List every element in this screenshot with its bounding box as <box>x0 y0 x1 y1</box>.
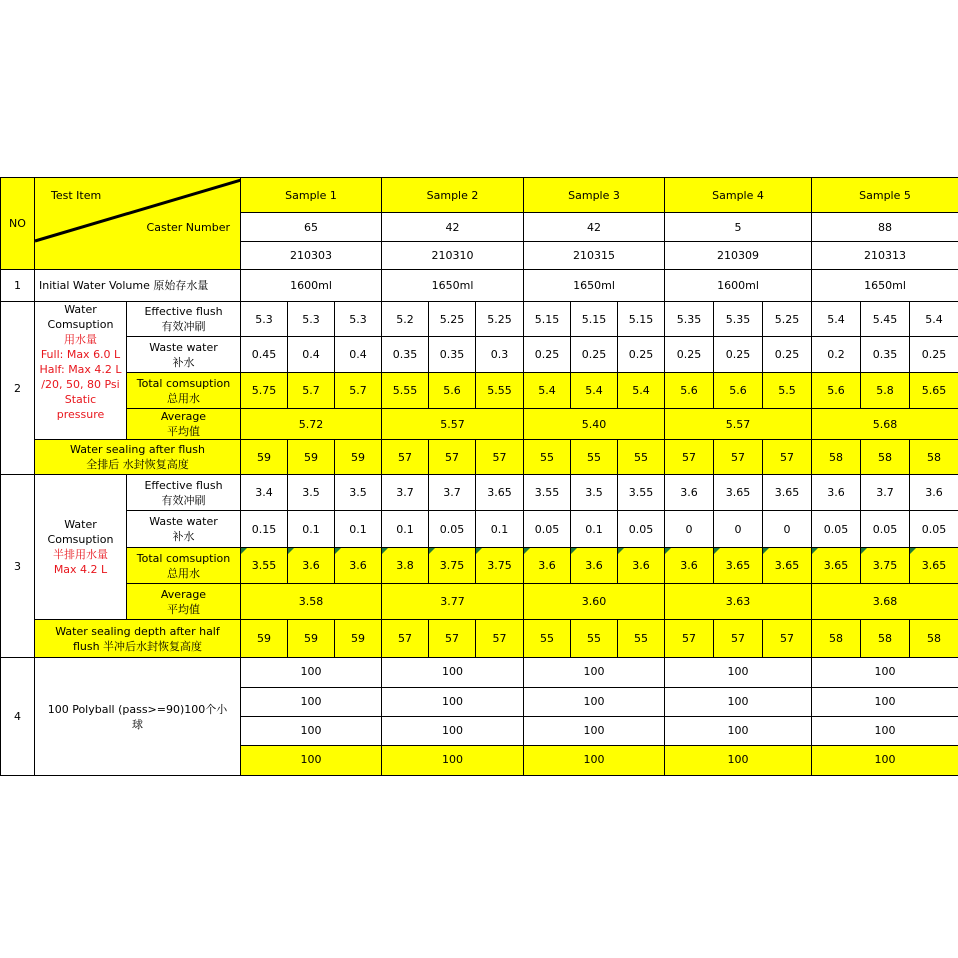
effective-value: 5.15 <box>524 302 571 337</box>
seal-label-en: Water sealing after flush <box>70 443 205 456</box>
waste-value: 0.05 <box>910 511 958 548</box>
waste-value: 0.05 <box>524 511 571 548</box>
polyball-value: 100 <box>524 746 665 776</box>
test-report-sheet <box>0 177 958 776</box>
full-flush-label <box>35 302 127 440</box>
seal-value: 57 <box>763 440 812 475</box>
total-value: 3.55 <box>241 548 288 584</box>
polyball-value: 100 <box>382 688 524 717</box>
average-value: 5.72 <box>241 409 382 440</box>
total-value: 3.6 <box>571 548 618 584</box>
polyball-value: 100 <box>812 746 958 776</box>
row-polyball <box>1 658 958 688</box>
polyball-value: 100 <box>382 717 524 746</box>
row-half-flush-seal <box>1 620 958 658</box>
effective-value: 3.65 <box>763 475 812 511</box>
waste-value: 0 <box>714 511 763 548</box>
waste-value: 0.15 <box>241 511 288 548</box>
effective-value: 5.25 <box>763 302 812 337</box>
waste-value: 0.25 <box>763 337 812 373</box>
effective-value: 5.25 <box>476 302 524 337</box>
seal-value: 55 <box>571 440 618 475</box>
effective-value: 5.3 <box>241 302 288 337</box>
polyball-value: 100 <box>812 658 958 688</box>
total-value: 3.6 <box>665 548 714 584</box>
effective-value: 3.6 <box>910 475 958 511</box>
seal-value: 57 <box>382 440 429 475</box>
total-value: 5.4 <box>571 373 618 409</box>
seal-value: 55 <box>618 620 665 658</box>
total-value: 5.6 <box>714 373 763 409</box>
initial-volume-value: 1600ml <box>665 270 812 302</box>
effective-value: 5.15 <box>618 302 665 337</box>
seal-value: 57 <box>714 440 763 475</box>
average-label-en: Average <box>160 587 207 601</box>
polyball-value: 100 <box>524 688 665 717</box>
effective-value: 5.15 <box>571 302 618 337</box>
total-value: 5.55 <box>476 373 524 409</box>
seal-value: 55 <box>618 440 665 475</box>
initial-volume-label: Initial Water Volume 原始存水量 <box>35 270 241 302</box>
effective-value: 3.55 <box>618 475 665 511</box>
effective-label <box>127 475 241 511</box>
seal-value: 58 <box>910 620 958 658</box>
row-full-flush-effective <box>1 302 958 337</box>
seal-value: 58 <box>812 620 861 658</box>
total-value: 3.65 <box>910 548 958 584</box>
average-label-en: Average <box>160 410 207 423</box>
effective-value: 3.6 <box>812 475 861 511</box>
label-cn: 用水量 <box>64 333 97 346</box>
seal-value: 58 <box>861 620 910 658</box>
seal-value: 58 <box>812 440 861 475</box>
waste-value: 0.05 <box>861 511 910 548</box>
waste-value: 0.1 <box>382 511 429 548</box>
row-initial-volume <box>1 270 958 302</box>
total-value: 5.7 <box>335 373 382 409</box>
effective-value: 3.65 <box>476 475 524 511</box>
row-half-flush-waste <box>1 511 958 548</box>
effective-label-cn: 有效冲刷 <box>161 320 206 333</box>
polyball-value: 100 <box>241 717 382 746</box>
seal-label-en: Water sealing depth after half <box>55 624 220 638</box>
total-value: 5.65 <box>910 373 958 409</box>
average-value: 3.77 <box>382 584 524 620</box>
waste-value: 0.4 <box>288 337 335 373</box>
caster-number-value: 42 <box>524 213 665 242</box>
average-value: 5.40 <box>524 409 665 440</box>
waste-value: 0.1 <box>571 511 618 548</box>
total-value: 3.75 <box>476 548 524 584</box>
waste-value: 0.05 <box>812 511 861 548</box>
seal-value: 57 <box>476 620 524 658</box>
total-value: 5.7 <box>288 373 335 409</box>
label-line: Water <box>64 303 97 316</box>
total-value: 3.75 <box>861 548 910 584</box>
effective-value: 5.3 <box>288 302 335 337</box>
polyball-value: 100 <box>241 746 382 776</box>
total-value: 5.6 <box>665 373 714 409</box>
seal-label-cn: flush 半冲后水封恢复高度 <box>72 639 203 653</box>
effective-label-en: Effective flush <box>144 305 223 318</box>
row-half-flush-average <box>1 584 958 620</box>
test-item-label: Test Item <box>51 189 102 202</box>
polyball-value: 100 <box>241 658 382 688</box>
seal-value: 55 <box>524 440 571 475</box>
caster-date-value: 210315 <box>524 242 665 270</box>
waste-value: 0.35 <box>382 337 429 373</box>
total-value: 3.65 <box>812 548 861 584</box>
average-value: 5.68 <box>812 409 958 440</box>
seal-value: 58 <box>861 440 910 475</box>
polyball-value: 100 <box>665 717 812 746</box>
total-label-cn: 总用水 <box>167 566 200 580</box>
row-number: 3 <box>1 475 35 658</box>
test-item-header <box>35 178 241 270</box>
label-red: Full: Max 6.0 L <box>40 348 121 361</box>
label-red: pressure <box>56 408 105 421</box>
row-full-flush-average <box>1 409 958 440</box>
label-red: Static <box>64 393 97 406</box>
caster-number-label: Caster Number <box>146 221 230 234</box>
waste-value: 0.35 <box>429 337 476 373</box>
effective-value: 5.35 <box>665 302 714 337</box>
seal-value: 59 <box>335 620 382 658</box>
caster-number-value: 65 <box>241 213 382 242</box>
label-line: Comsuption <box>47 533 114 546</box>
waste-value: 0.25 <box>524 337 571 373</box>
waste-label-en: Waste water <box>149 515 218 528</box>
seal-value: 58 <box>910 440 958 475</box>
label-red: Half: Max 4.2 L <box>39 363 122 376</box>
total-label <box>127 373 241 409</box>
polyball-value: 100 <box>665 746 812 776</box>
caster-date-value: 210310 <box>382 242 524 270</box>
effective-value: 3.7 <box>861 475 910 511</box>
polyball-value: 100 <box>812 688 958 717</box>
polyball-value: 100 <box>382 658 524 688</box>
total-label-cn: 总用水 <box>167 391 200 405</box>
waste-value: 0.1 <box>476 511 524 548</box>
seal-value: 57 <box>382 620 429 658</box>
caster-number-value: 42 <box>382 213 524 242</box>
caster-number-value: 5 <box>665 213 812 242</box>
average-label <box>127 409 241 440</box>
total-value: 3.8 <box>382 548 429 584</box>
total-label-en: Total comsuption <box>136 376 231 390</box>
polyball-label: 100 Polyball (pass>=90)100个小球 <box>35 658 241 776</box>
seal-value: 59 <box>241 620 288 658</box>
waste-label-cn: 补水 <box>172 355 195 369</box>
effective-value: 3.5 <box>571 475 618 511</box>
label-red: Max 4.2 L <box>53 563 108 576</box>
waste-value: 0.25 <box>618 337 665 373</box>
seal-value: 57 <box>476 440 524 475</box>
waste-value: 0.05 <box>618 511 665 548</box>
effective-value: 3.4 <box>241 475 288 511</box>
total-value: 5.5 <box>763 373 812 409</box>
polyball-value: 100 <box>665 688 812 717</box>
no-header: NO <box>1 178 35 270</box>
initial-volume-value: 1650ml <box>524 270 665 302</box>
total-label-en: Total comsuption <box>136 551 231 565</box>
average-label-cn: 平均值 <box>167 602 200 616</box>
average-value: 3.63 <box>665 584 812 620</box>
seal-value: 59 <box>241 440 288 475</box>
effective-value: 3.6 <box>665 475 714 511</box>
row-full-flush-total <box>1 373 958 409</box>
initial-volume-value: 1650ml <box>812 270 958 302</box>
polyball-value: 100 <box>382 746 524 776</box>
waste-value: 0.2 <box>812 337 861 373</box>
average-label <box>127 584 241 620</box>
total-value: 3.65 <box>714 548 763 584</box>
waste-value: 0.1 <box>335 511 382 548</box>
effective-value: 5.2 <box>382 302 429 337</box>
total-value: 3.6 <box>618 548 665 584</box>
total-value: 5.6 <box>812 373 861 409</box>
effective-label-cn: 有效冲刷 <box>161 493 206 507</box>
row-half-flush-effective <box>1 475 958 511</box>
total-value: 3.6 <box>288 548 335 584</box>
seal-label <box>35 620 241 658</box>
effective-value: 5.4 <box>910 302 958 337</box>
seal-value: 57 <box>714 620 763 658</box>
effective-value: 3.5 <box>335 475 382 511</box>
polyball-value: 100 <box>524 717 665 746</box>
header-row-samples <box>1 178 958 213</box>
caster-date-value: 210309 <box>665 242 812 270</box>
effective-label-en: Effective flush <box>144 478 223 492</box>
caster-date-value: 210303 <box>241 242 382 270</box>
seal-value: 57 <box>665 440 714 475</box>
polyball-value: 100 <box>665 658 812 688</box>
waste-value: 0.3 <box>476 337 524 373</box>
label-line: Water <box>64 518 97 531</box>
waste-value: 0.1 <box>288 511 335 548</box>
average-value: 3.60 <box>524 584 665 620</box>
waste-value: 0 <box>763 511 812 548</box>
label-red: /20, 50, 80 Psi <box>41 378 120 391</box>
total-value: 3.6 <box>335 548 382 584</box>
total-value: 3.6 <box>524 548 571 584</box>
waste-value: 0.05 <box>429 511 476 548</box>
waste-value: 0.25 <box>665 337 714 373</box>
total-value: 5.8 <box>861 373 910 409</box>
effective-value: 5.35 <box>714 302 763 337</box>
total-value: 5.4 <box>524 373 571 409</box>
average-value: 5.57 <box>382 409 524 440</box>
average-value: 5.57 <box>665 409 812 440</box>
caster-date-value: 210313 <box>812 242 958 270</box>
waste-value: 0 <box>665 511 714 548</box>
effective-value: 5.45 <box>861 302 910 337</box>
average-value: 3.68 <box>812 584 958 620</box>
effective-value: 5.4 <box>812 302 861 337</box>
initial-volume-value: 1600ml <box>241 270 382 302</box>
sample-header: Sample 3 <box>524 178 665 213</box>
row-half-flush-total <box>1 548 958 584</box>
seal-value: 59 <box>288 440 335 475</box>
label-line: Comsuption <box>47 318 114 331</box>
seal-value: 57 <box>665 620 714 658</box>
half-flush-label <box>35 475 127 620</box>
waste-value: 0.45 <box>241 337 288 373</box>
effective-value: 3.55 <box>524 475 571 511</box>
total-value: 3.75 <box>429 548 476 584</box>
seal-value: 55 <box>571 620 618 658</box>
row-full-flush-seal <box>1 440 958 475</box>
seal-value: 57 <box>763 620 812 658</box>
row-number: 1 <box>1 270 35 302</box>
waste-label <box>127 337 241 373</box>
effective-value: 5.3 <box>335 302 382 337</box>
total-label <box>127 548 241 584</box>
sample-header: Sample 2 <box>382 178 524 213</box>
total-value: 5.4 <box>618 373 665 409</box>
seal-value: 55 <box>524 620 571 658</box>
seal-value: 59 <box>335 440 382 475</box>
waste-label-cn: 补水 <box>172 530 195 543</box>
effective-label <box>127 302 241 337</box>
effective-value: 3.7 <box>429 475 476 511</box>
caster-number-value: 88 <box>812 213 958 242</box>
effective-value: 3.7 <box>382 475 429 511</box>
effective-value: 3.5 <box>288 475 335 511</box>
seal-value: 57 <box>429 620 476 658</box>
polyball-value: 100 <box>241 688 382 717</box>
seal-value: 57 <box>429 440 476 475</box>
waste-label-en: Waste water <box>149 340 218 354</box>
sample-header: Sample 4 <box>665 178 812 213</box>
row-full-flush-waste <box>1 337 958 373</box>
average-value: 3.58 <box>241 584 382 620</box>
polyball-value: 100 <box>524 658 665 688</box>
initial-volume-value: 1650ml <box>382 270 524 302</box>
waste-value: 0.4 <box>335 337 382 373</box>
effective-value: 5.25 <box>429 302 476 337</box>
seal-value: 59 <box>288 620 335 658</box>
polyball-value: 100 <box>812 717 958 746</box>
sample-header: Sample 5 <box>812 178 958 213</box>
effective-value: 3.65 <box>714 475 763 511</box>
waste-value: 0.25 <box>714 337 763 373</box>
waste-value: 0.25 <box>910 337 958 373</box>
waste-label <box>127 511 241 548</box>
label-red: 半排用水量 <box>53 548 108 561</box>
row-number: 2 <box>1 302 35 475</box>
total-value: 5.55 <box>382 373 429 409</box>
total-value: 5.75 <box>241 373 288 409</box>
test-report-table <box>0 177 958 776</box>
waste-value: 0.35 <box>861 337 910 373</box>
seal-label <box>35 440 241 475</box>
total-value: 3.65 <box>763 548 812 584</box>
waste-value: 0.25 <box>571 337 618 373</box>
average-label-cn: 平均值 <box>167 425 200 438</box>
sample-header: Sample 1 <box>241 178 382 213</box>
row-number: 4 <box>1 658 35 776</box>
total-value: 5.6 <box>429 373 476 409</box>
seal-label-cn: 全排后 水封恢复高度 <box>86 458 189 471</box>
